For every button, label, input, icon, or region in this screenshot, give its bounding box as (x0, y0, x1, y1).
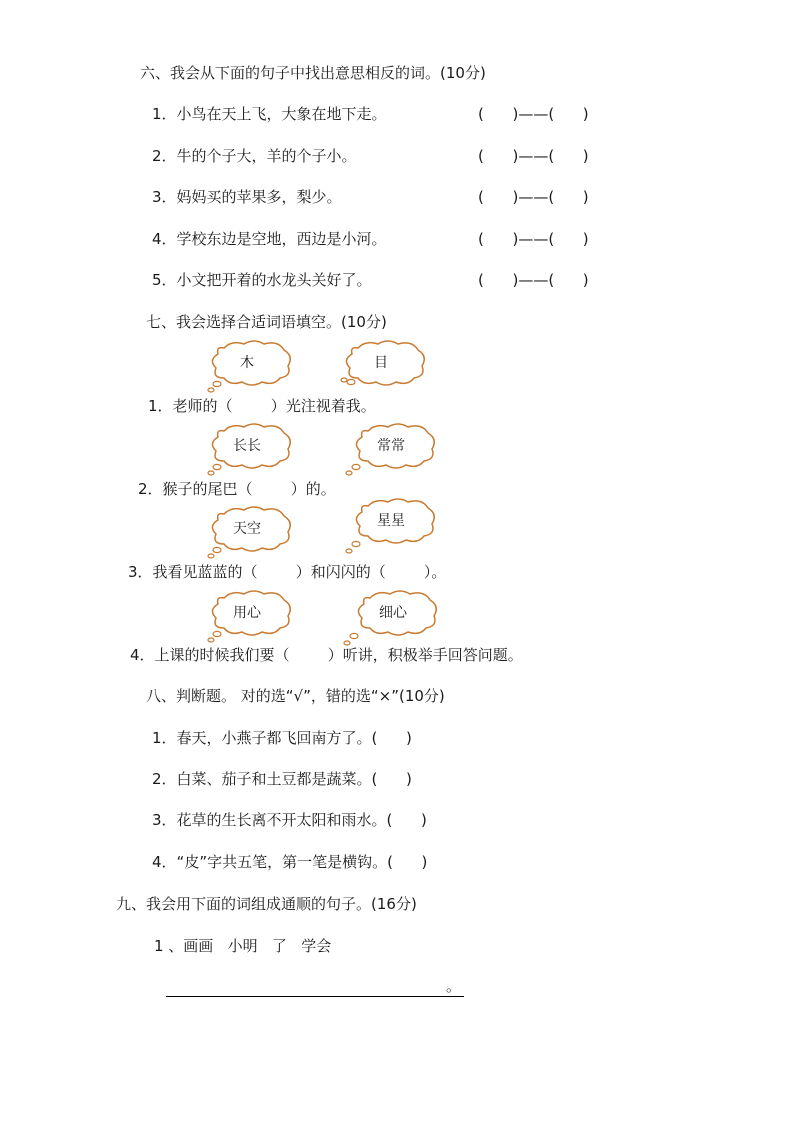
s8-item-1[interactable]: 1．春天，小燕子都飞回南方了。( ) (152, 729, 412, 747)
s6-item-5: 5．小文把开着的水龙头关好了。 (152, 271, 372, 289)
s6-item-5-blank[interactable]: ( )——( ) (478, 271, 589, 289)
option-bubble-left (204, 590, 290, 646)
s6-item-4: 4．学校东边是空地，西边是小河。 (152, 230, 387, 248)
option-text: 用心 (233, 605, 261, 621)
option-text: 细心 (379, 605, 407, 621)
option-text: 天空 (233, 521, 261, 537)
option-bubble-right (348, 423, 434, 479)
option-bubble-right (338, 340, 424, 396)
s8-item-4[interactable]: 4．“皮”字共五笔，第一笔是横钩。( ) (152, 853, 428, 871)
option-text: 木 (240, 355, 254, 371)
option-bubble-left (204, 423, 290, 479)
s7-item-3: 3．我看见蓝蓝的（ ）和闪闪的（ ）。 (128, 563, 447, 581)
s9-item-1-end-mark: 。 (446, 977, 462, 995)
s6-item-1: 1．小鸟在天上飞，大象在地下走。 (152, 105, 387, 123)
section-8-title: 八、判断题。 对的选“√”，错的选“×”(10分) (146, 687, 445, 705)
option-text: 星星 (377, 513, 405, 529)
section-7-title: 七、我会选择合适词语填空。(10分) (146, 313, 387, 331)
s9-item-1-words: 1 、画画 小明 了 学会 (154, 937, 332, 955)
s7-item-1: 1．老师的（ ）光注视着我。 (148, 397, 376, 415)
option-bubble-left (204, 506, 290, 562)
s6-item-2: 2．牛的个子大，羊的个子小。 (152, 147, 357, 165)
option-text: 目 (374, 355, 388, 371)
s6-item-3-blank[interactable]: ( )——( ) (478, 188, 589, 206)
section-6-title: 六、我会从下面的句子中找出意思相反的词。(10分) (140, 64, 486, 82)
option-bubble-left (204, 340, 290, 396)
s6-item-4-blank[interactable]: ( )——( ) (478, 230, 589, 248)
s6-item-3: 3．妈妈买的苹果多，梨少。 (152, 188, 342, 206)
s8-item-2[interactable]: 2．白菜、茄子和土豆都是蔬菜。( ) (152, 770, 412, 788)
s6-item-1-blank[interactable]: ( )——( ) (478, 105, 589, 123)
s6-item-2-blank[interactable]: ( )——( ) (478, 147, 589, 165)
option-bubble-right (348, 498, 434, 554)
option-text: 常常 (377, 438, 405, 454)
s7-item-2: 2．猴子的尾巴（ ）的。 (138, 480, 336, 498)
option-text: 长长 (233, 438, 261, 454)
option-bubble-right (350, 590, 436, 646)
section-9-title: 九、我会用下面的词组成通顺的句子。(16分) (116, 895, 417, 913)
s7-item-4: 4．上课的时候我们要（ ）听讲，积极举手回答问题。 (130, 646, 523, 664)
answer-line[interactable] (166, 978, 464, 997)
s8-item-3[interactable]: 3．花草的生长离不开太阳和雨水。( ) (152, 811, 427, 829)
